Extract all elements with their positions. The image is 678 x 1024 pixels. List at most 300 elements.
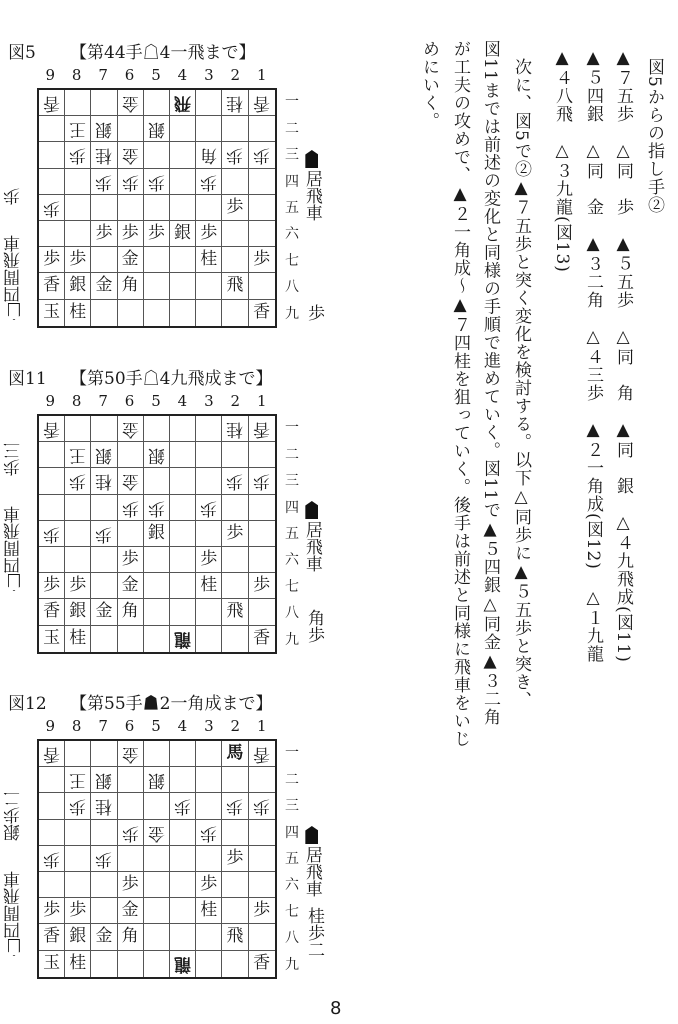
board-square: [65, 300, 91, 326]
board-square: [249, 442, 275, 468]
board-square: [170, 872, 196, 898]
board-square: [249, 195, 275, 221]
gote-hand: 歩: [4, 188, 24, 205]
gote-piece: 香: [253, 744, 271, 765]
board-square: [65, 924, 91, 950]
board-square: [222, 521, 248, 547]
board-square: [196, 599, 222, 625]
board-square: [196, 495, 222, 521]
figure-caption: 【第44手☖4一飛まで】: [70, 43, 256, 63]
gote-piece: 歩: [43, 848, 61, 869]
rank-label: 五: [285, 525, 299, 542]
board-square: [222, 169, 248, 195]
gote-piece: 歩: [43, 523, 61, 544]
board-square: [39, 573, 65, 599]
board-square: [91, 468, 117, 494]
board-square: [196, 924, 222, 950]
gote-piece: 銀: [95, 770, 113, 791]
board-square: [118, 416, 144, 442]
gote-piece: 歩: [95, 171, 113, 192]
board-square: [91, 820, 117, 846]
sente-piece: 歩: [226, 847, 244, 868]
board-square: [118, 924, 144, 950]
board-square: [91, 116, 117, 142]
board-square: [196, 872, 222, 898]
board-square: [249, 951, 275, 977]
board-square: [170, 300, 196, 326]
sente-piece: 歩: [200, 223, 218, 244]
sente-piece: 歩: [69, 900, 87, 921]
board-square: [144, 90, 170, 116]
board-square: [196, 169, 222, 195]
board-square: [196, 573, 222, 599]
board-square: [222, 820, 248, 846]
gote-piece: 金: [121, 93, 139, 114]
board-square: [170, 599, 196, 625]
board-square: [196, 442, 222, 468]
board-square: [144, 221, 170, 247]
figure-label: 図12: [8, 694, 47, 714]
board-square: [91, 872, 117, 898]
file-labels: [37, 392, 275, 412]
board-square: [39, 142, 65, 168]
sente-piece: 歩: [121, 874, 139, 895]
board-square: [65, 626, 91, 652]
board-square: [222, 626, 248, 652]
rank-label: 四: [285, 499, 299, 516]
rank-label: 三: [285, 147, 299, 164]
sente-piece: 歩: [69, 249, 87, 270]
board-square: [249, 300, 275, 326]
sente-piece: 金: [121, 900, 139, 921]
rank-label: 五: [285, 199, 299, 216]
board-square: [196, 416, 222, 442]
board-square: [118, 573, 144, 599]
sente-piece: 香: [253, 953, 271, 974]
board-square: [39, 169, 65, 195]
gote-info: [6, 90, 24, 320]
sente-info: [302, 150, 320, 221]
board-square: [39, 767, 65, 793]
board-square: [65, 951, 91, 977]
board-square: [91, 767, 117, 793]
file-label: 9: [45, 66, 55, 84]
board-square: [39, 872, 65, 898]
board-square: [91, 626, 117, 652]
gote-piece: 銀: [95, 119, 113, 140]
gote-piece: 桂: [95, 145, 113, 166]
file-label: 1: [256, 717, 267, 735]
gote-hand: 歩三: [4, 442, 24, 476]
gote-piece: 金: [121, 471, 139, 492]
board-square: [144, 924, 170, 950]
gote-piece: 龍: [174, 954, 192, 975]
board-square: [144, 951, 170, 977]
sente-piece: 銀: [147, 522, 165, 543]
sente-piece: 飛: [226, 275, 244, 296]
board-square: [65, 195, 91, 221]
board-square: [91, 273, 117, 299]
gote-piece: 歩: [95, 848, 113, 869]
board-square: [170, 573, 196, 599]
board-square: [249, 599, 275, 625]
sente-piece: 角: [121, 926, 139, 947]
board-square: [222, 495, 248, 521]
figure-caption: 【第50手☖4九飛成まで】: [70, 369, 273, 389]
board-square: [91, 573, 117, 599]
moves-line-1: ▲７五歩 △同 歩 ▲５五歩 △同 角 ▲同 銀 △４九飛成(図11): [613, 48, 633, 663]
sente-info: [302, 501, 320, 572]
file-label: 2: [230, 66, 241, 84]
diagram-fig12: [0, 689, 340, 989]
board-square: [91, 195, 117, 221]
rank-label: 九: [285, 631, 299, 648]
file-label: 2: [230, 717, 241, 735]
board-square: [65, 221, 91, 247]
board-square: [91, 547, 117, 573]
board-square: [65, 846, 91, 872]
board-square: [39, 951, 65, 977]
board-square: [170, 820, 196, 846]
board-square: [144, 626, 170, 652]
board-square: [144, 247, 170, 273]
gote-piece: 金: [121, 419, 139, 440]
board-square: [196, 273, 222, 299]
board-square: [222, 195, 248, 221]
rank-label: 三: [285, 473, 299, 490]
gote-piece: 桂: [95, 796, 113, 817]
board-square: [144, 898, 170, 924]
board-square: [91, 599, 117, 625]
gote-piece: 歩: [121, 822, 139, 843]
gote-piece: 歩: [253, 145, 271, 166]
page-number: 8: [330, 998, 342, 1019]
board-square: [196, 116, 222, 142]
board-square: [249, 416, 275, 442]
sente-name: 居飛車: [301, 846, 322, 897]
gote-piece: 歩: [200, 497, 218, 518]
file-label: 7: [98, 66, 108, 84]
rank-label: 七: [285, 903, 299, 920]
board-square: [118, 951, 144, 977]
board-square: [222, 468, 248, 494]
sente-piece: 歩: [69, 575, 87, 596]
board-square: [118, 195, 144, 221]
gote-piece: 王: [69, 119, 87, 140]
file-label: 5: [151, 66, 161, 84]
sente-piece: 金: [121, 575, 139, 596]
paragraph-line-4: めにいく。: [419, 40, 439, 130]
board-square: [65, 142, 91, 168]
rank-label: 二: [285, 446, 299, 463]
rank-label: 四: [285, 173, 299, 190]
board-square: [144, 416, 170, 442]
board-square: [170, 741, 196, 767]
board-square: [65, 521, 91, 547]
board-square: [170, 793, 196, 819]
sente-piece: 歩: [226, 196, 244, 217]
board-square: [65, 169, 91, 195]
board-square: [249, 924, 275, 950]
board-square: [249, 741, 275, 767]
file-label: 8: [71, 392, 82, 410]
file-label: 9: [45, 392, 55, 410]
board-square: [222, 90, 248, 116]
gote-piece: 桂: [226, 93, 244, 114]
board-square: [39, 898, 65, 924]
board-square: [91, 793, 117, 819]
figure-label: 図11: [8, 369, 47, 389]
sente-piece: 角: [121, 601, 139, 622]
gote-info: [6, 416, 24, 591]
board-square: [222, 846, 248, 872]
sente-piece: 金: [95, 601, 113, 622]
board-square: [118, 273, 144, 299]
board-square: [65, 468, 91, 494]
paragraph-line-2: 図11までは前述の変化と同様の手順で進めていく。図11で▲５四銀△同金▲３二角: [480, 40, 500, 727]
board-square: [65, 573, 91, 599]
board-square: [39, 442, 65, 468]
board-square: [39, 521, 65, 547]
board-square: [91, 898, 117, 924]
board-square: [144, 846, 170, 872]
board-square: [39, 416, 65, 442]
board-square: [144, 116, 170, 142]
gote-piece: 歩: [200, 822, 218, 843]
board-square: [118, 468, 144, 494]
board-square: [91, 924, 117, 950]
board-square: [222, 924, 248, 950]
file-label: 2: [230, 392, 241, 410]
board-square: [65, 741, 91, 767]
board-square: [91, 90, 117, 116]
gote-piece: 銀: [95, 445, 113, 466]
board-square: [65, 416, 91, 442]
board-square: [65, 872, 91, 898]
gote-piece: 歩: [95, 523, 113, 544]
gote-mark-icon: [8, 939, 20, 956]
file-label: 3: [204, 392, 214, 410]
board-square: [170, 416, 196, 442]
board-square: [170, 142, 196, 168]
sente-piece: 銀: [69, 601, 87, 622]
sente-name: 居飛車: [301, 521, 322, 572]
gote-piece: 金: [121, 145, 139, 166]
board-square: [144, 142, 170, 168]
sente-piece: 歩: [43, 249, 61, 270]
board-square: [222, 872, 248, 898]
board-square: [196, 951, 222, 977]
paragraph-line-1: 次に、図5で②▲７五歩と突く変化を検討する。以下△同歩に▲５五歩と突き、: [511, 40, 531, 709]
board-square: [39, 495, 65, 521]
paragraph-line-3: が工夫の攻めで、▲２一角成～▲７四桂を狙っていく。後手は前述と同様に飛車をいじ: [450, 40, 470, 748]
board-square: [196, 468, 222, 494]
gote-piece: 銀: [147, 119, 165, 140]
sente-piece: 玉: [43, 628, 61, 649]
sente-name: 居飛車: [301, 170, 322, 221]
sente-piece: 香: [253, 302, 271, 323]
sente-piece: 桂: [69, 953, 87, 974]
sente-piece: 歩: [253, 249, 271, 270]
sente-piece: 馬: [226, 743, 244, 764]
rank-label: 九: [285, 956, 299, 973]
board-square: [249, 468, 275, 494]
gote-piece: 王: [69, 445, 87, 466]
gote-piece: 香: [253, 93, 271, 114]
gote-piece: 歩: [69, 796, 87, 817]
rank-label: 三: [285, 798, 299, 815]
board-square: [118, 626, 144, 652]
board-square: [144, 300, 170, 326]
gote-piece: 香: [43, 744, 61, 765]
file-label: 6: [124, 717, 135, 735]
board-square: [249, 793, 275, 819]
board-square: [65, 820, 91, 846]
moves-title: 図5からの指し手②: [644, 58, 664, 214]
rank-labels: [282, 88, 302, 326]
rank-label: 二: [285, 120, 299, 137]
board-square: [196, 898, 222, 924]
board-square: [39, 90, 65, 116]
gote-mark-icon: [8, 303, 20, 320]
board-square: [170, 468, 196, 494]
board-square: [144, 820, 170, 846]
board-square: [170, 521, 196, 547]
board-square: [65, 898, 91, 924]
board-square: [144, 767, 170, 793]
board-square: [144, 793, 170, 819]
sente-mark-icon: [305, 150, 318, 168]
diagram-fig5: [0, 38, 340, 338]
board-square: [118, 90, 144, 116]
gote-piece: 金: [147, 822, 165, 843]
sente-piece: 金: [121, 249, 139, 270]
board-square: [118, 741, 144, 767]
board-square: [144, 872, 170, 898]
board-square: [196, 247, 222, 273]
board-square: [249, 626, 275, 652]
board-square: [39, 247, 65, 273]
sente-piece: 歩: [43, 900, 61, 921]
figure-label: 図5: [8, 43, 36, 63]
gote-piece: 桂: [95, 471, 113, 492]
file-label: 8: [71, 66, 82, 84]
board-square: [249, 573, 275, 599]
rank-label: 六: [285, 552, 299, 569]
board-square: [196, 195, 222, 221]
sente-piece: 歩: [43, 575, 61, 596]
board-square: [222, 767, 248, 793]
rank-label: 一: [285, 94, 299, 111]
file-label: 6: [124, 66, 135, 84]
board-square: [249, 846, 275, 872]
board-square: [196, 142, 222, 168]
rank-label: 二: [285, 771, 299, 788]
file-label: 5: [151, 392, 161, 410]
board-square: [222, 573, 248, 599]
board-square: [39, 924, 65, 950]
board-square: [196, 300, 222, 326]
rank-label: 九: [285, 305, 299, 322]
shogi-board: [37, 88, 277, 328]
board-square: [196, 846, 222, 872]
sente-hand: 歩: [304, 304, 324, 321]
board-square: [144, 741, 170, 767]
board-square: [249, 767, 275, 793]
sente-mark-icon: [305, 826, 318, 844]
board-square: [118, 547, 144, 573]
gote-piece: 歩: [200, 171, 218, 192]
board-square: [222, 247, 248, 273]
sente-piece: 桂: [200, 249, 218, 270]
board-square: [144, 599, 170, 625]
board-square: [65, 116, 91, 142]
file-label: 3: [204, 717, 214, 735]
sente-piece: 銀: [69, 926, 87, 947]
board-square: [118, 820, 144, 846]
board-square: [144, 442, 170, 468]
sente-piece: 金: [95, 926, 113, 947]
gote-piece: 歩: [121, 171, 139, 192]
board-square: [249, 547, 275, 573]
gote-piece: 桂: [226, 419, 244, 440]
gote-piece: 歩: [226, 145, 244, 166]
sente-piece: 桂: [200, 900, 218, 921]
sente-hand: 桂歩二: [304, 907, 324, 958]
board-square: [39, 599, 65, 625]
gote-name: 四間飛車: [4, 235, 24, 303]
sente-piece: 角: [121, 275, 139, 296]
board-square: [65, 442, 91, 468]
board-square: [222, 599, 248, 625]
board-square: [118, 300, 144, 326]
board-square: [65, 90, 91, 116]
board-square: [118, 767, 144, 793]
gote-name: 四間飛車: [4, 506, 24, 574]
sente-piece: 歩: [200, 874, 218, 895]
board-square: [144, 573, 170, 599]
board-square: [91, 416, 117, 442]
rank-labels: [282, 739, 302, 977]
board-square: [249, 116, 275, 142]
board-square: [222, 793, 248, 819]
file-label: 4: [177, 66, 188, 84]
board-square: [196, 521, 222, 547]
board-square: [249, 273, 275, 299]
board-square: [91, 221, 117, 247]
gote-piece: 歩: [174, 796, 192, 817]
gote-info: [6, 741, 24, 956]
board-square: [118, 846, 144, 872]
board-square: [196, 221, 222, 247]
sente-piece: 歩: [95, 223, 113, 244]
gote-piece: 歩: [69, 145, 87, 166]
rank-label: 一: [285, 420, 299, 437]
gote-piece: 歩: [121, 497, 139, 518]
board-square: [39, 273, 65, 299]
rank-labels: [282, 414, 302, 652]
board-square: [249, 872, 275, 898]
file-label: 4: [177, 392, 188, 410]
board-square: [170, 846, 196, 872]
file-labels: [37, 717, 275, 737]
board-square: [170, 951, 196, 977]
board-square: [222, 442, 248, 468]
rank-label: 七: [285, 578, 299, 595]
sente-piece: 香: [43, 926, 61, 947]
gote-piece: 飛: [174, 93, 192, 114]
gote-piece: 歩: [226, 471, 244, 492]
